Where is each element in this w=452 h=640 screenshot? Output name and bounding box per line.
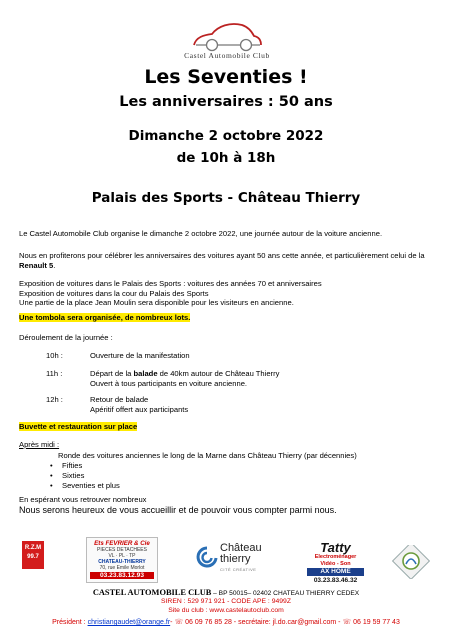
- footer-site: [0, 607, 452, 614]
- buvette-text: Buvette et restauration sur place: [19, 422, 138, 431]
- deroulement-title: Déroulement de la journée :: [19, 333, 113, 342]
- tombola-text: Une tombola sera organisée, de nombreux lots.: [19, 313, 191, 322]
- ad-emblem-icon: [392, 545, 430, 579]
- footer-contacts: [0, 618, 452, 626]
- rzm-name: R.Z.M: [24, 545, 42, 551]
- tatty-logo: [299, 541, 372, 587]
- list-item: • Sixties: [62, 471, 120, 481]
- event-hours: de 10h à 18h: [176, 150, 276, 166]
- ax-home-badge: AX HOME: [307, 568, 364, 576]
- schedule-time: 10h :: [46, 351, 63, 360]
- chateau-thierry-line2: thierry: [220, 553, 251, 565]
- balade-text: balade: [133, 369, 158, 378]
- chateau-thierry-tagline: CITÉ CRÉATIVE: [220, 567, 257, 572]
- tatty-phone: 03.23.83.46.32: [313, 577, 358, 584]
- footer-club-name: CASTEL AUTOMOBILE CLUB: [92, 588, 212, 597]
- renault-5-text: Renault 5: [19, 260, 54, 270]
- secretaire-email[interactable]: jl.do.car@gmail.com: [272, 619, 337, 626]
- club-logo: [168, 18, 286, 62]
- fevrier-sub: PIECES DETACHEES: [97, 547, 147, 553]
- chateau-thierry-line1: Château: [220, 542, 262, 554]
- closing-line-2: Nous serons heureux de vous accueillir et de pouvoir vous compter parmi nous.: [19, 505, 337, 515]
- president-email-link[interactable]: christiangaudet@orange.fr: [87, 619, 171, 626]
- buvette-line: [19, 422, 435, 432]
- event-venue: Palais des Sports - Château Thierry: [91, 190, 361, 206]
- apres-midi-title: Après midi :: [19, 440, 60, 449]
- secretaire-phone: - ☏ 06 19 59 77 43: [336, 619, 400, 626]
- fevrier-logo: [86, 537, 158, 583]
- apres-midi-text: Ronde des voitures anciennes le long de la Marne dans Château Thierry (par décennies): [58, 451, 357, 460]
- chateau-thierry-logo: [196, 543, 276, 575]
- fevrier-brands: VL · PL · TP: [108, 553, 136, 559]
- exposition-block: [19, 279, 435, 308]
- tombola-line: [19, 313, 435, 323]
- intro-paragraph: Le Castel Automobile Club organise le dimanche 2 octobre 2022, une journée autour de la voiture ancienne.: [19, 229, 383, 238]
- expo-line: Exposition de voitures dans le Palais des Sports : voitures des années 70 et anniversaires: [19, 279, 322, 288]
- schedule-time: 11h :: [46, 369, 63, 378]
- vintage-car-icon: [190, 18, 264, 52]
- rzm-frequency: 99.7: [27, 554, 39, 560]
- fevrier-name: Ets FEVRIER & Cie: [94, 540, 150, 547]
- schedule-text: Ouvert à tous participants en voiture ancienne.: [90, 378, 248, 388]
- schedule-text: Apéritif offert aux participants: [90, 404, 189, 414]
- rzm-logo: [22, 541, 44, 581]
- tatty-line1: Electroménager: [314, 554, 357, 560]
- list-item: • Fifties: [62, 461, 120, 471]
- site-label: Site du club :: [168, 607, 210, 614]
- closing-line-1: En espérant vous retrouver nombreux: [19, 495, 147, 504]
- decade-list: [62, 461, 120, 491]
- footer-club-address: [0, 588, 452, 597]
- schedule-text: Retour de balade: [90, 395, 149, 404]
- site-link[interactable]: www.castelautoclub.com: [209, 607, 284, 614]
- anniversary-end: .: [53, 260, 56, 270]
- fevrier-town: CHATEAU-THIERRY: [98, 559, 146, 565]
- tatty-line2: Vidéo - Son: [320, 560, 351, 567]
- president-label: Président :: [52, 619, 88, 626]
- footer-ids: SIREN : 529 971 921 - CODE APE : 9499Z: [161, 598, 291, 605]
- club-logo-text: Castel Automobile Club: [184, 51, 270, 60]
- president-phone: - ☏ 06 09 76 85 28 - secrétaire:: [170, 619, 273, 626]
- expo-line: Une partie de la place Jean Moulin sera disponible pour les visiteurs en ancienne.: [19, 298, 294, 308]
- ad-logo: [392, 545, 430, 579]
- event-title: Les Seventies !: [144, 66, 308, 88]
- fevrier-phone: 03.23.83.12.93: [90, 572, 154, 579]
- anniversary-text: Nous en profiterons pour célébrer les anniversaires des voitures ayant 50 ans cette année, et particulièrement celui de la: [19, 251, 425, 260]
- event-subtitle: Les anniversaires : 50 ans: [119, 94, 333, 110]
- schedule-description: [90, 369, 410, 388]
- footer-address: – BP 50015– 02402 CHATEAU THIERRY CEDEX: [211, 590, 360, 597]
- schedule-time: 12h :: [46, 395, 63, 404]
- expo-line: Exposition de voitures dans la cour du Palais des Sports: [19, 288, 209, 298]
- chateau-thierry-emblem-icon: [196, 546, 218, 570]
- schedule-description: Ouverture de la manifestation: [90, 351, 190, 360]
- tatty-name: Tatty: [320, 540, 351, 555]
- fevrier-address: 70, rue Emile Morlot: [99, 565, 145, 571]
- anniversary-paragraph: [19, 251, 435, 270]
- schedule-text: Départ de la: [90, 369, 134, 378]
- schedule-description: [90, 395, 410, 414]
- schedule-text: de 40km autour de Château Thierry: [157, 369, 280, 378]
- event-date: Dimanche 2 octobre 2022: [128, 128, 324, 144]
- list-item: • Seventies et plus: [62, 481, 120, 491]
